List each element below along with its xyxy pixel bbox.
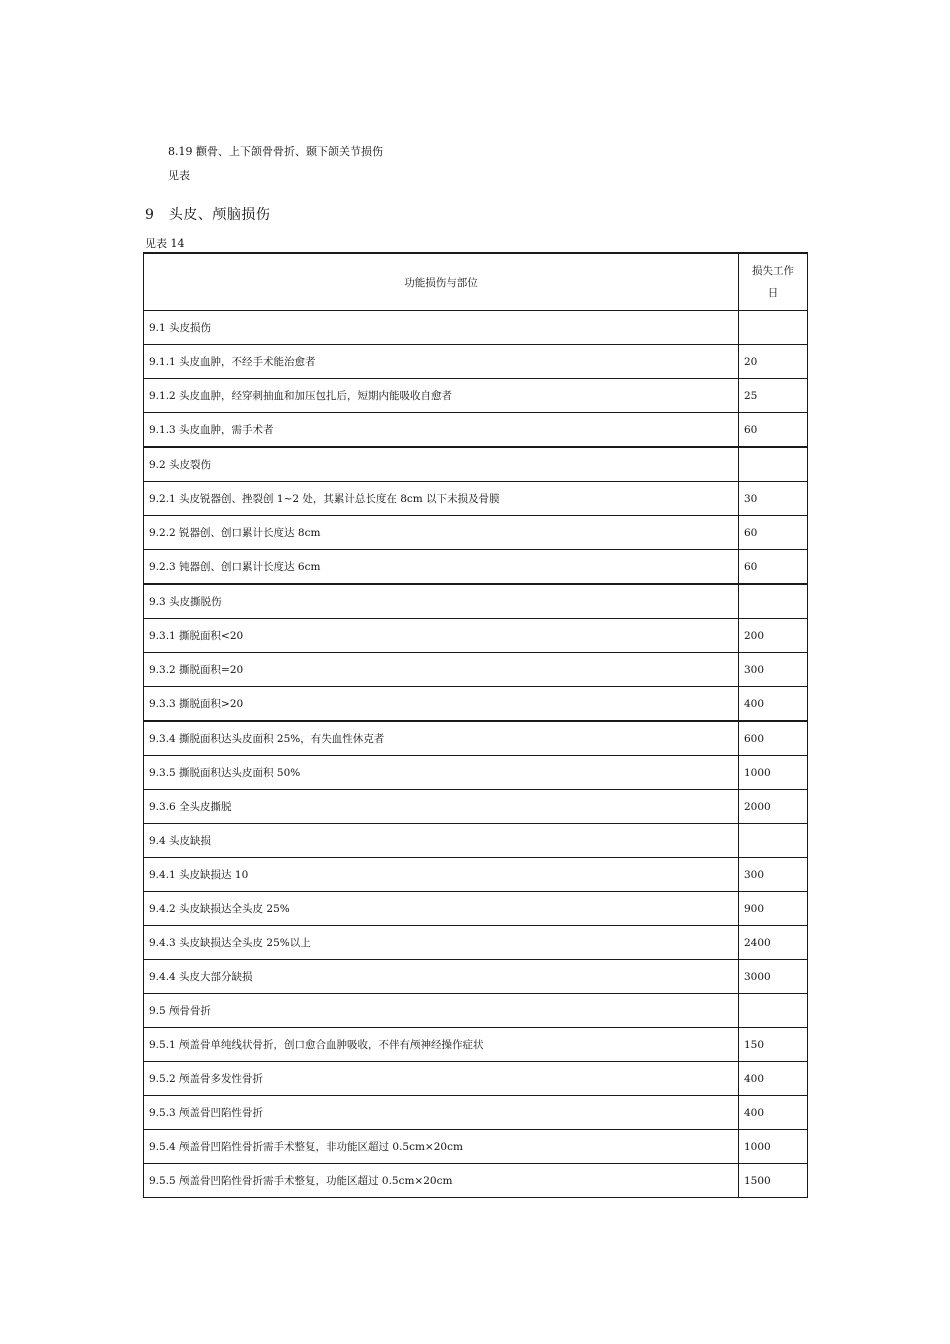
table-header-row <box>144 253 808 311</box>
table-row <box>144 756 808 790</box>
table-row <box>144 721 808 756</box>
table-row <box>144 960 808 994</box>
workdays-cell: 2000 <box>739 790 808 824</box>
table-row <box>144 824 808 858</box>
table-row <box>144 790 808 824</box>
table-row <box>144 447 808 482</box>
table-row <box>144 482 808 516</box>
injury-cell: 9.3.2 撕脱面积=20 <box>144 653 739 687</box>
injury-cell: 9.2.3 钝器创、创口累计长度达 6cm <box>144 550 739 585</box>
workdays-cell: 200 <box>739 619 808 653</box>
injury-cell: 9.4.3 头皮缺损达全头皮 25%以上 <box>144 926 739 960</box>
workdays-cell: 400 <box>739 687 808 722</box>
workdays-cell: 60 <box>739 413 808 448</box>
injury-cell: 9.5.5 颅盖骨凹陷性骨折需手术整复，功能区超过 0.5cm×20cm <box>144 1164 739 1198</box>
injury-cell: 9.4.2 头皮缺损达全头皮 25% <box>144 892 739 926</box>
workdays-cell <box>739 994 808 1028</box>
table-row <box>144 1130 808 1164</box>
workdays-cell: 900 <box>739 892 808 926</box>
injury-cell: 9.3 头皮撕脱伤 <box>144 584 739 619</box>
injury-cell: 9.3.4 撕脱面积达头皮面积 25%，有失血性休克者 <box>144 721 739 756</box>
injury-cell: 9.1.1 头皮血肿，不经手术能治愈者 <box>144 345 739 379</box>
workdays-cell: 2400 <box>739 926 808 960</box>
workdays-cell: 1000 <box>739 1130 808 1164</box>
injury-cell: 9.5.3 颅盖骨凹陷性骨折 <box>144 1096 739 1130</box>
workdays-cell <box>739 824 808 858</box>
injury-cell: 9.5.2 颅盖骨多发性骨折 <box>144 1062 739 1096</box>
injury-cell: 9.1.3 头皮血肿，需手术者 <box>144 413 739 448</box>
table-row <box>144 413 808 448</box>
workdays-cell: 30 <box>739 482 808 516</box>
workdays-cell: 60 <box>739 516 808 550</box>
table-note: 见表 14 <box>145 237 185 250</box>
sub-heading: 8.19 颧骨、上下颌骨骨折、颞下颌关节损伤 <box>168 145 383 158</box>
table-row <box>144 858 808 892</box>
table-row <box>144 926 808 960</box>
table-row <box>144 345 808 379</box>
workdays-cell: 3000 <box>739 960 808 994</box>
injury-cell: 9.4 头皮缺损 <box>144 824 739 858</box>
workdays-cell: 60 <box>739 550 808 585</box>
injury-cell: 9.3.6 全头皮撕脱 <box>144 790 739 824</box>
workdays-cell <box>739 584 808 619</box>
injury-cell: 9.2 头皮裂伤 <box>144 447 739 482</box>
table-row <box>144 619 808 653</box>
table-row <box>144 1062 808 1096</box>
table-row <box>144 1164 808 1198</box>
workdays-cell: 25 <box>739 379 808 413</box>
workdays-cell <box>739 311 808 345</box>
sub-note: 见表 <box>168 169 190 182</box>
section-title: 9 头皮、颅脑损伤 <box>145 207 271 223</box>
injury-cell: 9.4.4 头皮大部分缺损 <box>144 960 739 994</box>
injury-cell: 9.2.1 头皮锐器创、挫裂创 1~2 处，其累计总长度在 8cm 以下未损及骨膜 <box>144 482 739 516</box>
workdays-cell: 400 <box>739 1062 808 1096</box>
table-row <box>144 687 808 722</box>
workdays-cell: 300 <box>739 653 808 687</box>
table-row <box>144 1096 808 1130</box>
table-row <box>144 892 808 926</box>
workdays-cell <box>739 447 808 482</box>
workdays-cell: 600 <box>739 721 808 756</box>
table-row <box>144 584 808 619</box>
injury-cell: 9.4.1 头皮缺损达 10 <box>144 858 739 892</box>
workdays-cell: 300 <box>739 858 808 892</box>
table-row <box>144 379 808 413</box>
injury-cell: 9.1 头皮损伤 <box>144 311 739 345</box>
header-injury-location: 功能损伤与部位 <box>144 253 739 311</box>
table-row <box>144 653 808 687</box>
injury-cell: 9.3.3 撕脱面积>20 <box>144 687 739 722</box>
workdays-cell: 1500 <box>739 1164 808 1198</box>
injury-cell: 9.5.4 颅盖骨凹陷性骨折需手术整复，非功能区超过 0.5cm×20cm <box>144 1130 739 1164</box>
workdays-cell: 150 <box>739 1028 808 1062</box>
workdays-cell: 400 <box>739 1096 808 1130</box>
table-row <box>144 516 808 550</box>
header-lost-workdays: 损失工作日 <box>739 253 808 311</box>
injury-cell: 9.1.2 头皮血肿，经穿刺抽血和加压包扎后，短期内能吸收自愈者 <box>144 379 739 413</box>
table-row <box>144 311 808 345</box>
workdays-cell: 1000 <box>739 756 808 790</box>
table-row <box>144 1028 808 1062</box>
injury-cell: 9.5.1 颅盖骨单纯线状骨折，创口愈合血肿吸收，不伴有颅神经操作症状 <box>144 1028 739 1062</box>
table-row <box>144 994 808 1028</box>
injury-cell: 9.2.2 锐器创、创口累计长度达 8cm <box>144 516 739 550</box>
table-body <box>144 311 808 1198</box>
workdays-cell: 20 <box>739 345 808 379</box>
injury-cell: 9.5 颅骨骨折 <box>144 994 739 1028</box>
injury-cell: 9.3.1 撕脱面积<20 <box>144 619 739 653</box>
injury-cell: 9.3.5 撕脱面积达头皮面积 50% <box>144 756 739 790</box>
table-row <box>144 550 808 585</box>
workday-loss-table <box>143 252 808 1198</box>
